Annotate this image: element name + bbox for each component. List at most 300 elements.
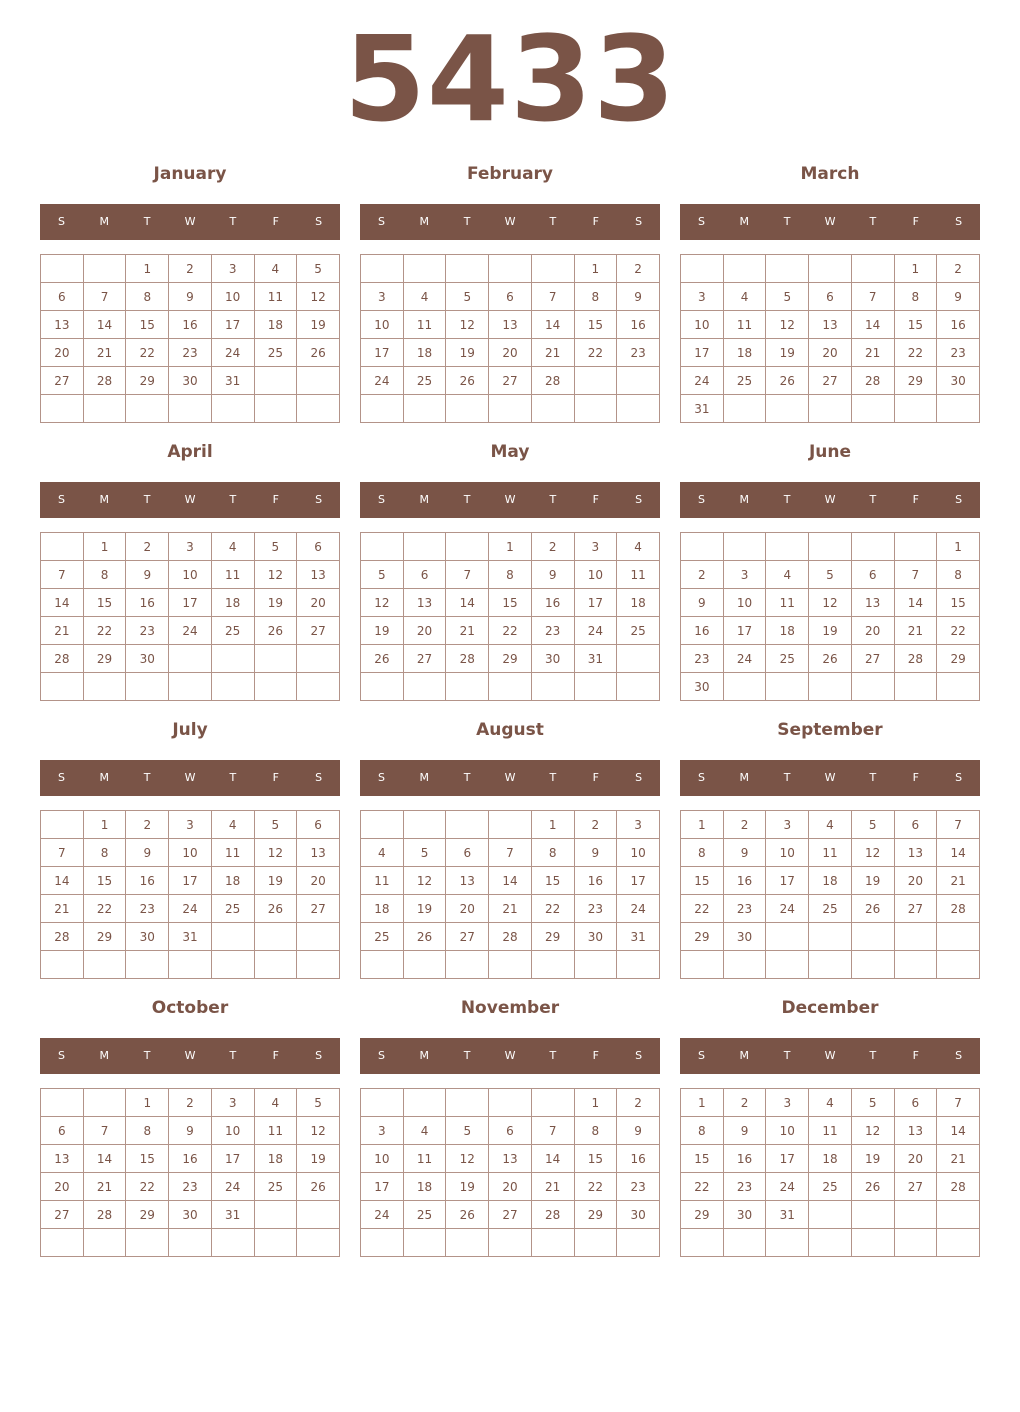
- weekday-label: F: [912, 215, 919, 228]
- day-cell: 8: [83, 561, 126, 589]
- day-cell: 27: [446, 923, 489, 951]
- day-cell: 7: [446, 561, 489, 589]
- empty-day-cell: [894, 395, 937, 423]
- day-cell: 23: [574, 895, 617, 923]
- day-cell: 3: [574, 533, 617, 561]
- day-cell: 28: [937, 895, 980, 923]
- empty-day-cell: [531, 395, 574, 423]
- day-cell: 29: [937, 645, 980, 673]
- weekday-label: W: [184, 215, 196, 228]
- empty-day-cell: [617, 1229, 660, 1257]
- week-row: [681, 867, 980, 895]
- empty-day-cell: [254, 951, 297, 979]
- day-cell: 1: [126, 255, 169, 283]
- day-cell: 14: [531, 1145, 574, 1173]
- week-row: [361, 1173, 660, 1201]
- day-cell: 6: [297, 811, 340, 839]
- day-cell: 18: [211, 589, 254, 617]
- day-cell: 13: [403, 589, 446, 617]
- week-row: [361, 367, 660, 395]
- week-row: [681, 811, 980, 839]
- day-cell: 12: [851, 839, 894, 867]
- day-cell: 23: [617, 339, 660, 367]
- weekday-label: W: [824, 771, 836, 784]
- empty-day-cell: [851, 1229, 894, 1257]
- day-cell: 30: [126, 923, 169, 951]
- empty-day-cell: [211, 673, 254, 701]
- day-cell: 27: [489, 1201, 532, 1229]
- week-row: [41, 617, 340, 645]
- day-cell: 3: [169, 533, 212, 561]
- empty-day-cell: [254, 673, 297, 701]
- week-row: [41, 839, 340, 867]
- day-cell: 8: [83, 839, 126, 867]
- day-cell: 24: [361, 367, 404, 395]
- weekday-label: W: [504, 215, 516, 228]
- day-grid: [360, 532, 660, 701]
- day-cell: 9: [723, 1117, 766, 1145]
- day-cell: 17: [681, 339, 724, 367]
- day-cell: 21: [531, 1173, 574, 1201]
- week-row: [681, 617, 980, 645]
- day-cell: 5: [809, 561, 852, 589]
- day-cell: 22: [937, 617, 980, 645]
- day-cell: 29: [894, 367, 937, 395]
- day-cell: 26: [297, 339, 340, 367]
- day-cell: 27: [297, 617, 340, 645]
- day-cell: 31: [169, 923, 212, 951]
- day-cell: 23: [126, 617, 169, 645]
- day-cell: 13: [41, 1145, 84, 1173]
- day-cell: 3: [211, 255, 254, 283]
- week-row: [361, 895, 660, 923]
- day-cell: 2: [126, 533, 169, 561]
- empty-day-cell: [851, 395, 894, 423]
- day-cell: 1: [894, 255, 937, 283]
- month-title: August: [476, 720, 544, 740]
- day-cell: 6: [894, 811, 937, 839]
- day-cell: 12: [297, 283, 340, 311]
- day-cell: 21: [83, 1173, 126, 1201]
- day-cell: 13: [41, 311, 84, 339]
- day-cell: 12: [851, 1117, 894, 1145]
- weekday-label: T: [549, 771, 557, 784]
- day-cell: 6: [297, 533, 340, 561]
- week-row: [41, 867, 340, 895]
- weekday-label: F: [592, 771, 599, 784]
- week-row: [361, 339, 660, 367]
- empty-day-cell: [681, 951, 724, 979]
- day-cell: 30: [126, 645, 169, 673]
- empty-day-cell: [254, 645, 297, 673]
- day-cell: 4: [361, 839, 404, 867]
- day-cell: 14: [83, 1145, 126, 1173]
- weekday-label: T: [549, 1049, 557, 1062]
- day-cell: 14: [894, 589, 937, 617]
- week-row: [361, 1145, 660, 1173]
- week-row: [361, 1201, 660, 1229]
- empty-day-cell: [723, 951, 766, 979]
- empty-day-cell: [489, 255, 532, 283]
- day-cell: 20: [41, 1173, 84, 1201]
- week-row: [41, 1145, 340, 1173]
- day-cell: 10: [617, 839, 660, 867]
- empty-day-cell: [723, 673, 766, 701]
- week-row: [681, 367, 980, 395]
- day-cell: 18: [617, 589, 660, 617]
- day-cell: 1: [489, 533, 532, 561]
- weekday-label: S: [955, 493, 963, 506]
- empty-day-cell: [211, 645, 254, 673]
- day-cell: 27: [894, 895, 937, 923]
- weekday-label: S: [377, 215, 385, 228]
- empty-day-cell: [681, 1229, 724, 1257]
- week-row: [681, 1089, 980, 1117]
- empty-day-cell: [297, 923, 340, 951]
- day-cell: 5: [446, 1117, 489, 1145]
- day-cell: 4: [403, 1117, 446, 1145]
- day-cell: 7: [937, 1089, 980, 1117]
- day-cell: 30: [169, 367, 212, 395]
- empty-day-cell: [851, 673, 894, 701]
- weekday-label: T: [869, 215, 877, 228]
- month-title: September: [777, 720, 883, 740]
- day-cell: 7: [83, 1117, 126, 1145]
- weekday-label: M: [99, 771, 110, 784]
- day-cell: 10: [723, 589, 766, 617]
- day-cell: 11: [211, 839, 254, 867]
- weekday-header: [40, 1038, 340, 1074]
- day-cell: 16: [574, 867, 617, 895]
- day-cell: 15: [126, 1145, 169, 1173]
- day-cell: 21: [41, 617, 84, 645]
- empty-day-cell: [169, 645, 212, 673]
- weekday-label: S: [697, 493, 705, 506]
- week-row: [41, 255, 340, 283]
- month-june: [680, 442, 980, 712]
- day-cell: 19: [446, 339, 489, 367]
- weekday-header: [680, 760, 980, 796]
- day-cell: 9: [531, 561, 574, 589]
- empty-day-cell: [211, 923, 254, 951]
- empty-day-cell: [723, 533, 766, 561]
- day-cell: 29: [83, 645, 126, 673]
- day-cell: 19: [403, 895, 446, 923]
- day-cell: 23: [169, 339, 212, 367]
- weekday-label: T: [783, 771, 791, 784]
- day-cell: 18: [403, 339, 446, 367]
- empty-day-cell: [361, 1229, 404, 1257]
- week-row: [41, 339, 340, 367]
- week-row: [361, 395, 660, 423]
- day-cell: 31: [766, 1201, 809, 1229]
- empty-day-cell: [446, 1089, 489, 1117]
- week-row: [361, 589, 660, 617]
- weekday-label: S: [635, 493, 643, 506]
- empty-day-cell: [446, 951, 489, 979]
- day-cell: 2: [723, 811, 766, 839]
- week-row: [41, 561, 340, 589]
- empty-day-cell: [489, 395, 532, 423]
- month-title: May: [490, 442, 530, 462]
- empty-day-cell: [723, 395, 766, 423]
- day-cell: 8: [574, 283, 617, 311]
- day-cell: 27: [403, 645, 446, 673]
- day-cell: 30: [937, 367, 980, 395]
- day-cell: 26: [361, 645, 404, 673]
- day-cell: 7: [41, 839, 84, 867]
- weekday-label: T: [229, 493, 237, 506]
- day-cell: 15: [531, 867, 574, 895]
- day-cell: 29: [681, 1201, 724, 1229]
- day-cell: 19: [254, 867, 297, 895]
- week-row: [681, 255, 980, 283]
- day-cell: 16: [126, 867, 169, 895]
- month-title: December: [781, 998, 879, 1018]
- day-cell: 11: [403, 1145, 446, 1173]
- day-cell: 11: [211, 561, 254, 589]
- day-cell: 26: [403, 923, 446, 951]
- weekday-label: S: [697, 215, 705, 228]
- empty-day-cell: [254, 923, 297, 951]
- day-cell: 6: [446, 839, 489, 867]
- week-row: [681, 645, 980, 673]
- day-cell: 12: [254, 839, 297, 867]
- weekday-label: M: [99, 215, 110, 228]
- week-row: [361, 1089, 660, 1117]
- day-cell: 15: [574, 311, 617, 339]
- empty-day-cell: [297, 395, 340, 423]
- day-cell: 15: [83, 589, 126, 617]
- empty-day-cell: [531, 951, 574, 979]
- day-cell: 2: [169, 255, 212, 283]
- weekday-label: F: [592, 215, 599, 228]
- day-cell: 6: [489, 1117, 532, 1145]
- day-cell: 25: [617, 617, 660, 645]
- empty-day-cell: [531, 255, 574, 283]
- day-cell: 2: [574, 811, 617, 839]
- day-cell: 29: [574, 1201, 617, 1229]
- day-cell: 31: [681, 395, 724, 423]
- day-cell: 13: [489, 1145, 532, 1173]
- day-cell: 12: [446, 311, 489, 339]
- day-cell: 2: [531, 533, 574, 561]
- day-cell: 27: [894, 1173, 937, 1201]
- day-cell: 17: [766, 867, 809, 895]
- week-row: [681, 895, 980, 923]
- empty-day-cell: [126, 1229, 169, 1257]
- weekday-header: [40, 482, 340, 518]
- day-cell: 20: [851, 617, 894, 645]
- day-cell: 19: [851, 1145, 894, 1173]
- empty-day-cell: [766, 255, 809, 283]
- day-cell: 1: [681, 1089, 724, 1117]
- day-cell: 26: [446, 1201, 489, 1229]
- day-cell: 17: [723, 617, 766, 645]
- weekday-label: W: [824, 493, 836, 506]
- empty-day-cell: [83, 255, 126, 283]
- weekday-label: F: [272, 493, 279, 506]
- day-cell: 29: [126, 1201, 169, 1229]
- weekday-label: M: [419, 1049, 430, 1062]
- week-row: [681, 589, 980, 617]
- empty-day-cell: [937, 1201, 980, 1229]
- day-grid: [360, 810, 660, 979]
- weekday-label: T: [229, 771, 237, 784]
- week-row: [361, 1117, 660, 1145]
- day-cell: 19: [851, 867, 894, 895]
- empty-day-cell: [403, 673, 446, 701]
- day-cell: 29: [126, 367, 169, 395]
- day-cell: 24: [211, 1173, 254, 1201]
- day-cell: 31: [617, 923, 660, 951]
- day-cell: 5: [403, 839, 446, 867]
- day-cell: 29: [681, 923, 724, 951]
- empty-day-cell: [169, 395, 212, 423]
- empty-day-cell: [809, 395, 852, 423]
- day-cell: 26: [254, 617, 297, 645]
- day-cell: 11: [809, 1117, 852, 1145]
- weekday-label: M: [419, 215, 430, 228]
- empty-day-cell: [574, 367, 617, 395]
- day-cell: 28: [851, 367, 894, 395]
- day-cell: 27: [851, 645, 894, 673]
- empty-day-cell: [403, 1089, 446, 1117]
- weekday-label: T: [463, 215, 471, 228]
- day-cell: 10: [574, 561, 617, 589]
- day-cell: 16: [169, 311, 212, 339]
- weekday-label: M: [739, 215, 750, 228]
- weekday-label: F: [912, 771, 919, 784]
- weekday-label: M: [739, 1049, 750, 1062]
- day-cell: 11: [254, 1117, 297, 1145]
- day-cell: 16: [169, 1145, 212, 1173]
- day-cell: 1: [126, 1089, 169, 1117]
- day-cell: 24: [211, 339, 254, 367]
- day-grid: [40, 1088, 340, 1257]
- day-cell: 2: [681, 561, 724, 589]
- empty-day-cell: [297, 645, 340, 673]
- day-cell: 3: [617, 811, 660, 839]
- empty-day-cell: [894, 1229, 937, 1257]
- week-row: [681, 339, 980, 367]
- empty-day-cell: [211, 951, 254, 979]
- day-cell: 28: [41, 923, 84, 951]
- day-cell: 3: [361, 1117, 404, 1145]
- day-cell: 7: [851, 283, 894, 311]
- weekday-label: M: [419, 771, 430, 784]
- week-row: [681, 1229, 980, 1257]
- weekday-label: S: [955, 1049, 963, 1062]
- weekday-label: T: [783, 493, 791, 506]
- weekday-label: T: [229, 1049, 237, 1062]
- empty-day-cell: [169, 1229, 212, 1257]
- weekday-label: W: [504, 493, 516, 506]
- week-row: [361, 533, 660, 561]
- weekday-label: T: [229, 215, 237, 228]
- empty-day-cell: [297, 951, 340, 979]
- day-cell: 23: [531, 617, 574, 645]
- empty-day-cell: [41, 255, 84, 283]
- day-cell: 21: [894, 617, 937, 645]
- day-cell: 5: [851, 1089, 894, 1117]
- day-cell: 28: [489, 923, 532, 951]
- day-cell: 18: [254, 311, 297, 339]
- weekday-label: W: [504, 1049, 516, 1062]
- empty-day-cell: [41, 395, 84, 423]
- weekday-label: W: [184, 1049, 196, 1062]
- empty-day-cell: [489, 951, 532, 979]
- day-cell: 23: [937, 339, 980, 367]
- day-cell: 19: [254, 589, 297, 617]
- day-cell: 16: [617, 1145, 660, 1173]
- day-cell: 31: [211, 1201, 254, 1229]
- day-cell: 23: [723, 1173, 766, 1201]
- empty-day-cell: [403, 1229, 446, 1257]
- weekday-label: M: [739, 771, 750, 784]
- empty-day-cell: [254, 367, 297, 395]
- day-cell: 5: [297, 1089, 340, 1117]
- day-cell: 8: [894, 283, 937, 311]
- day-cell: 15: [937, 589, 980, 617]
- empty-day-cell: [574, 951, 617, 979]
- month-july: [40, 720, 340, 990]
- day-cell: 16: [937, 311, 980, 339]
- day-cell: 22: [681, 1173, 724, 1201]
- day-cell: 13: [446, 867, 489, 895]
- day-cell: 10: [361, 1145, 404, 1173]
- weekday-label: W: [184, 771, 196, 784]
- day-cell: 4: [403, 283, 446, 311]
- day-cell: 21: [41, 895, 84, 923]
- weekday-label: S: [315, 493, 323, 506]
- day-cell: 22: [489, 617, 532, 645]
- empty-day-cell: [297, 1201, 340, 1229]
- empty-day-cell: [809, 1229, 852, 1257]
- day-cell: 12: [446, 1145, 489, 1173]
- day-cell: 14: [937, 1117, 980, 1145]
- empty-day-cell: [766, 923, 809, 951]
- day-cell: 17: [169, 589, 212, 617]
- day-cell: 30: [723, 1201, 766, 1229]
- day-cell: 20: [809, 339, 852, 367]
- empty-day-cell: [254, 1201, 297, 1229]
- day-cell: 10: [169, 839, 212, 867]
- day-cell: 25: [723, 367, 766, 395]
- day-cell: 22: [574, 1173, 617, 1201]
- day-grid: [40, 532, 340, 701]
- day-cell: 28: [894, 645, 937, 673]
- weekday-label: T: [869, 1049, 877, 1062]
- empty-day-cell: [851, 533, 894, 561]
- day-cell: 28: [937, 1173, 980, 1201]
- empty-day-cell: [446, 255, 489, 283]
- day-grid: [360, 1088, 660, 1257]
- empty-day-cell: [361, 533, 404, 561]
- empty-day-cell: [766, 395, 809, 423]
- day-cell: 17: [361, 1173, 404, 1201]
- day-cell: 25: [211, 617, 254, 645]
- weekday-label: F: [592, 493, 599, 506]
- day-cell: 4: [809, 811, 852, 839]
- day-cell: 3: [169, 811, 212, 839]
- day-cell: 19: [297, 1145, 340, 1173]
- empty-day-cell: [446, 673, 489, 701]
- day-cell: 6: [403, 561, 446, 589]
- day-cell: 25: [254, 339, 297, 367]
- day-cell: 8: [574, 1117, 617, 1145]
- day-cell: 9: [723, 839, 766, 867]
